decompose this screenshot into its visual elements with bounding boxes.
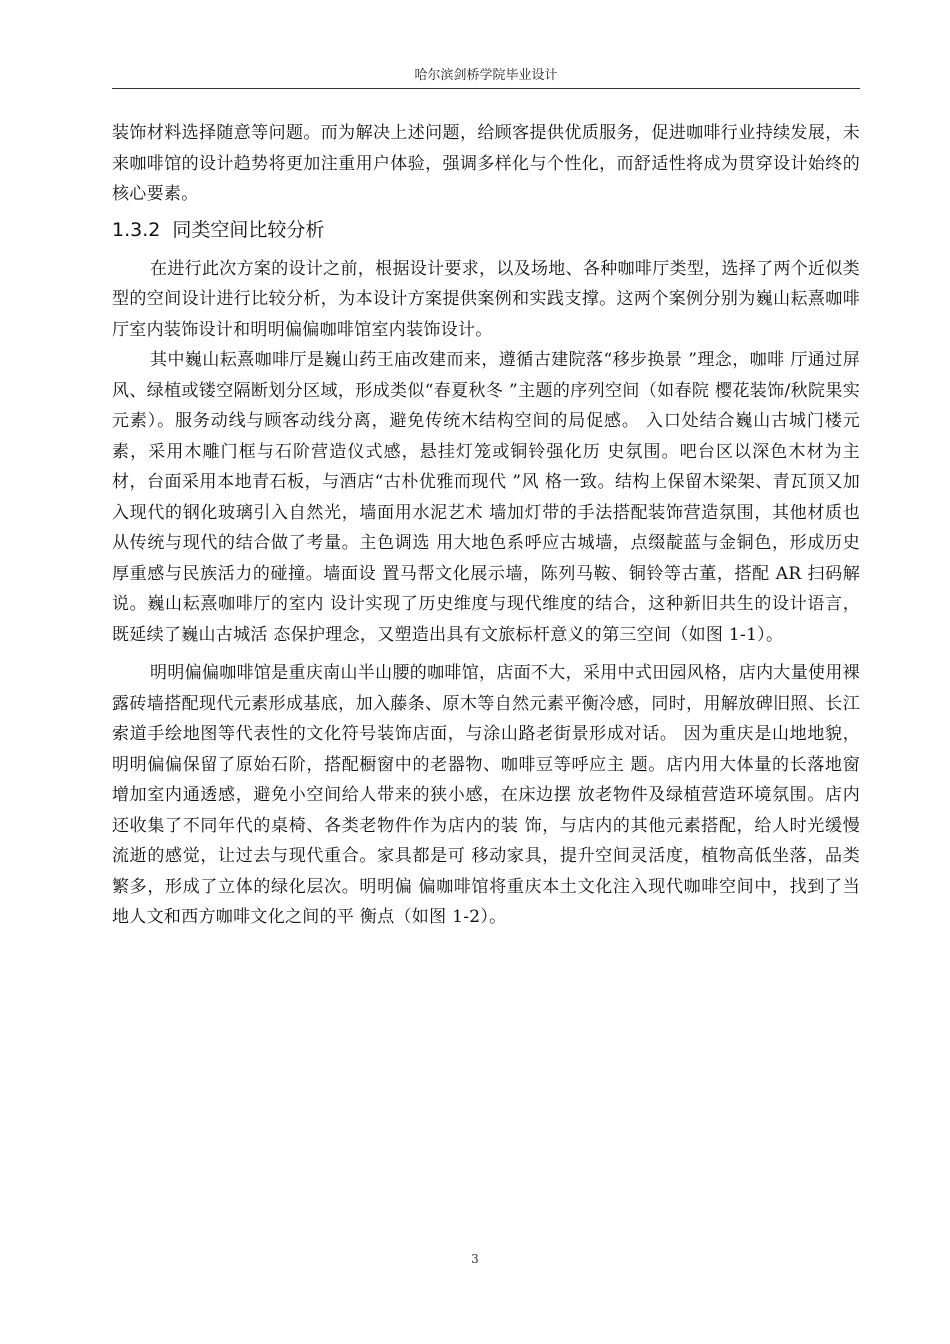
header-divider — [112, 88, 860, 89]
paragraph-intro: 在进行此次方案的设计之前，根据设计要求，以及场地、各种咖啡厅类型，选择了两个近似类型的空间设计进行比较分析，为本设计方案提供案例和实践支撑。这两个案例分别为巍山耘熹咖啡厅室内装饰设计和明明偏偏咖啡馆室内装饰设计。 — [112, 258, 860, 340]
page-body — [112, 118, 860, 933]
paragraph-case-weishan: 其中巍山耘熹咖啡厅是巍山药王庙改建而来，遵循古建院落“移步换景 ”理念，咖啡 厅通过屏风、绿植或镂空隔断划分区域，形成类似“春夏秋冬 ”主题的序列空间（如春院 樱花装饰/秋院果实元素）。服务动线与顾客动线分离，避免传统木结构空间的局促感。 入口处结合巍山古城门楼元素，采用木雕门框与石阶营造仪式感，悬挂灯笼或铜铃强化历 史氛围。吧台区以深色木材为主材，台面采用本地青石板，与酒店“古朴优雅而现代 ”风 格一致。结构上保留木梁架、青瓦顶又加入现代的钢化玻璃引入自然光，墙面用水泥艺术 墙加灯带的手法搭配装饰营造氛围，其他材质也从传统与现代的结合做了考量。主色调选 用大地色系呼应古城墙，点缀靛蓝与金铜色，形成历史厚重感与民族活力的碰撞。墙面设 置马帮文化展示墙，陈列马鞍、铜铃等古董，搭配 AR 扫码解说。巍山耘熹咖啡厅的室内 设计实现了历史维度与现代维度的结合，这种新旧共生的设计语言，既延续了巍山古城活 态保护理念，又塑造出具有文旅标杆意义的第三空间（如图 1-1）。 — [112, 350, 860, 645]
paragraph-continued: 装饰材料选择随意等问题。而为解决上述问题，给顾客提供优质服务，促进咖啡行业持续发展，未来咖啡馆的设计趋势将更加注重用户体验，强调多样化与个性化，而舒适性将成为贯穿设计始终的核心要素。 — [112, 123, 860, 204]
running-header: 哈尔滨剑桥学院毕业设计 — [414, 68, 558, 83]
paragraph-case-mingming: 明明偏偏咖啡馆是重庆南山半山腰的咖啡馆，店面不大，采用中式田园风格，店内大量使用裸露砖墙搭配现代元素形成基底，加入藤条、原木等自然元素平衡冷感，同时，用解放碑旧照、长江索道手绘地图等代表性的文化符号装饰店面，与涂山路老街景形成对话。 因为重庆是山地地貌，明明偏偏保留了原始石阶，搭配橱窗中的老器物、咖啡豆等呼应主 题。店内用大体量的长落地窗增加室内通透感，避免小空间给人带来的狭小感，在床边摆 放老物件及绿植营造环境氛围。店内还收集了不同年代的桌椅、各类老物件作为店内的装 饰，与店内的其他元素搭配，给人时光缓慢流逝的感觉，让过去与现代重合。家具都是可 移动家具，提升空间灵活度，植物高低坐落，品类繁多，形成了立体的绿化层次。明明偏 偏咖啡馆将重庆本土文化注入现代咖啡空间中，找到了当地人文和西方咖啡文化之间的平 衡点（如图 1-2）。 — [112, 663, 860, 927]
section-heading — [112, 216, 860, 244]
section-title: 同类空间比较分析 — [172, 218, 325, 241]
page-number: 3 — [471, 1252, 479, 1266]
section-number: 1.3.2 — [112, 218, 161, 241]
